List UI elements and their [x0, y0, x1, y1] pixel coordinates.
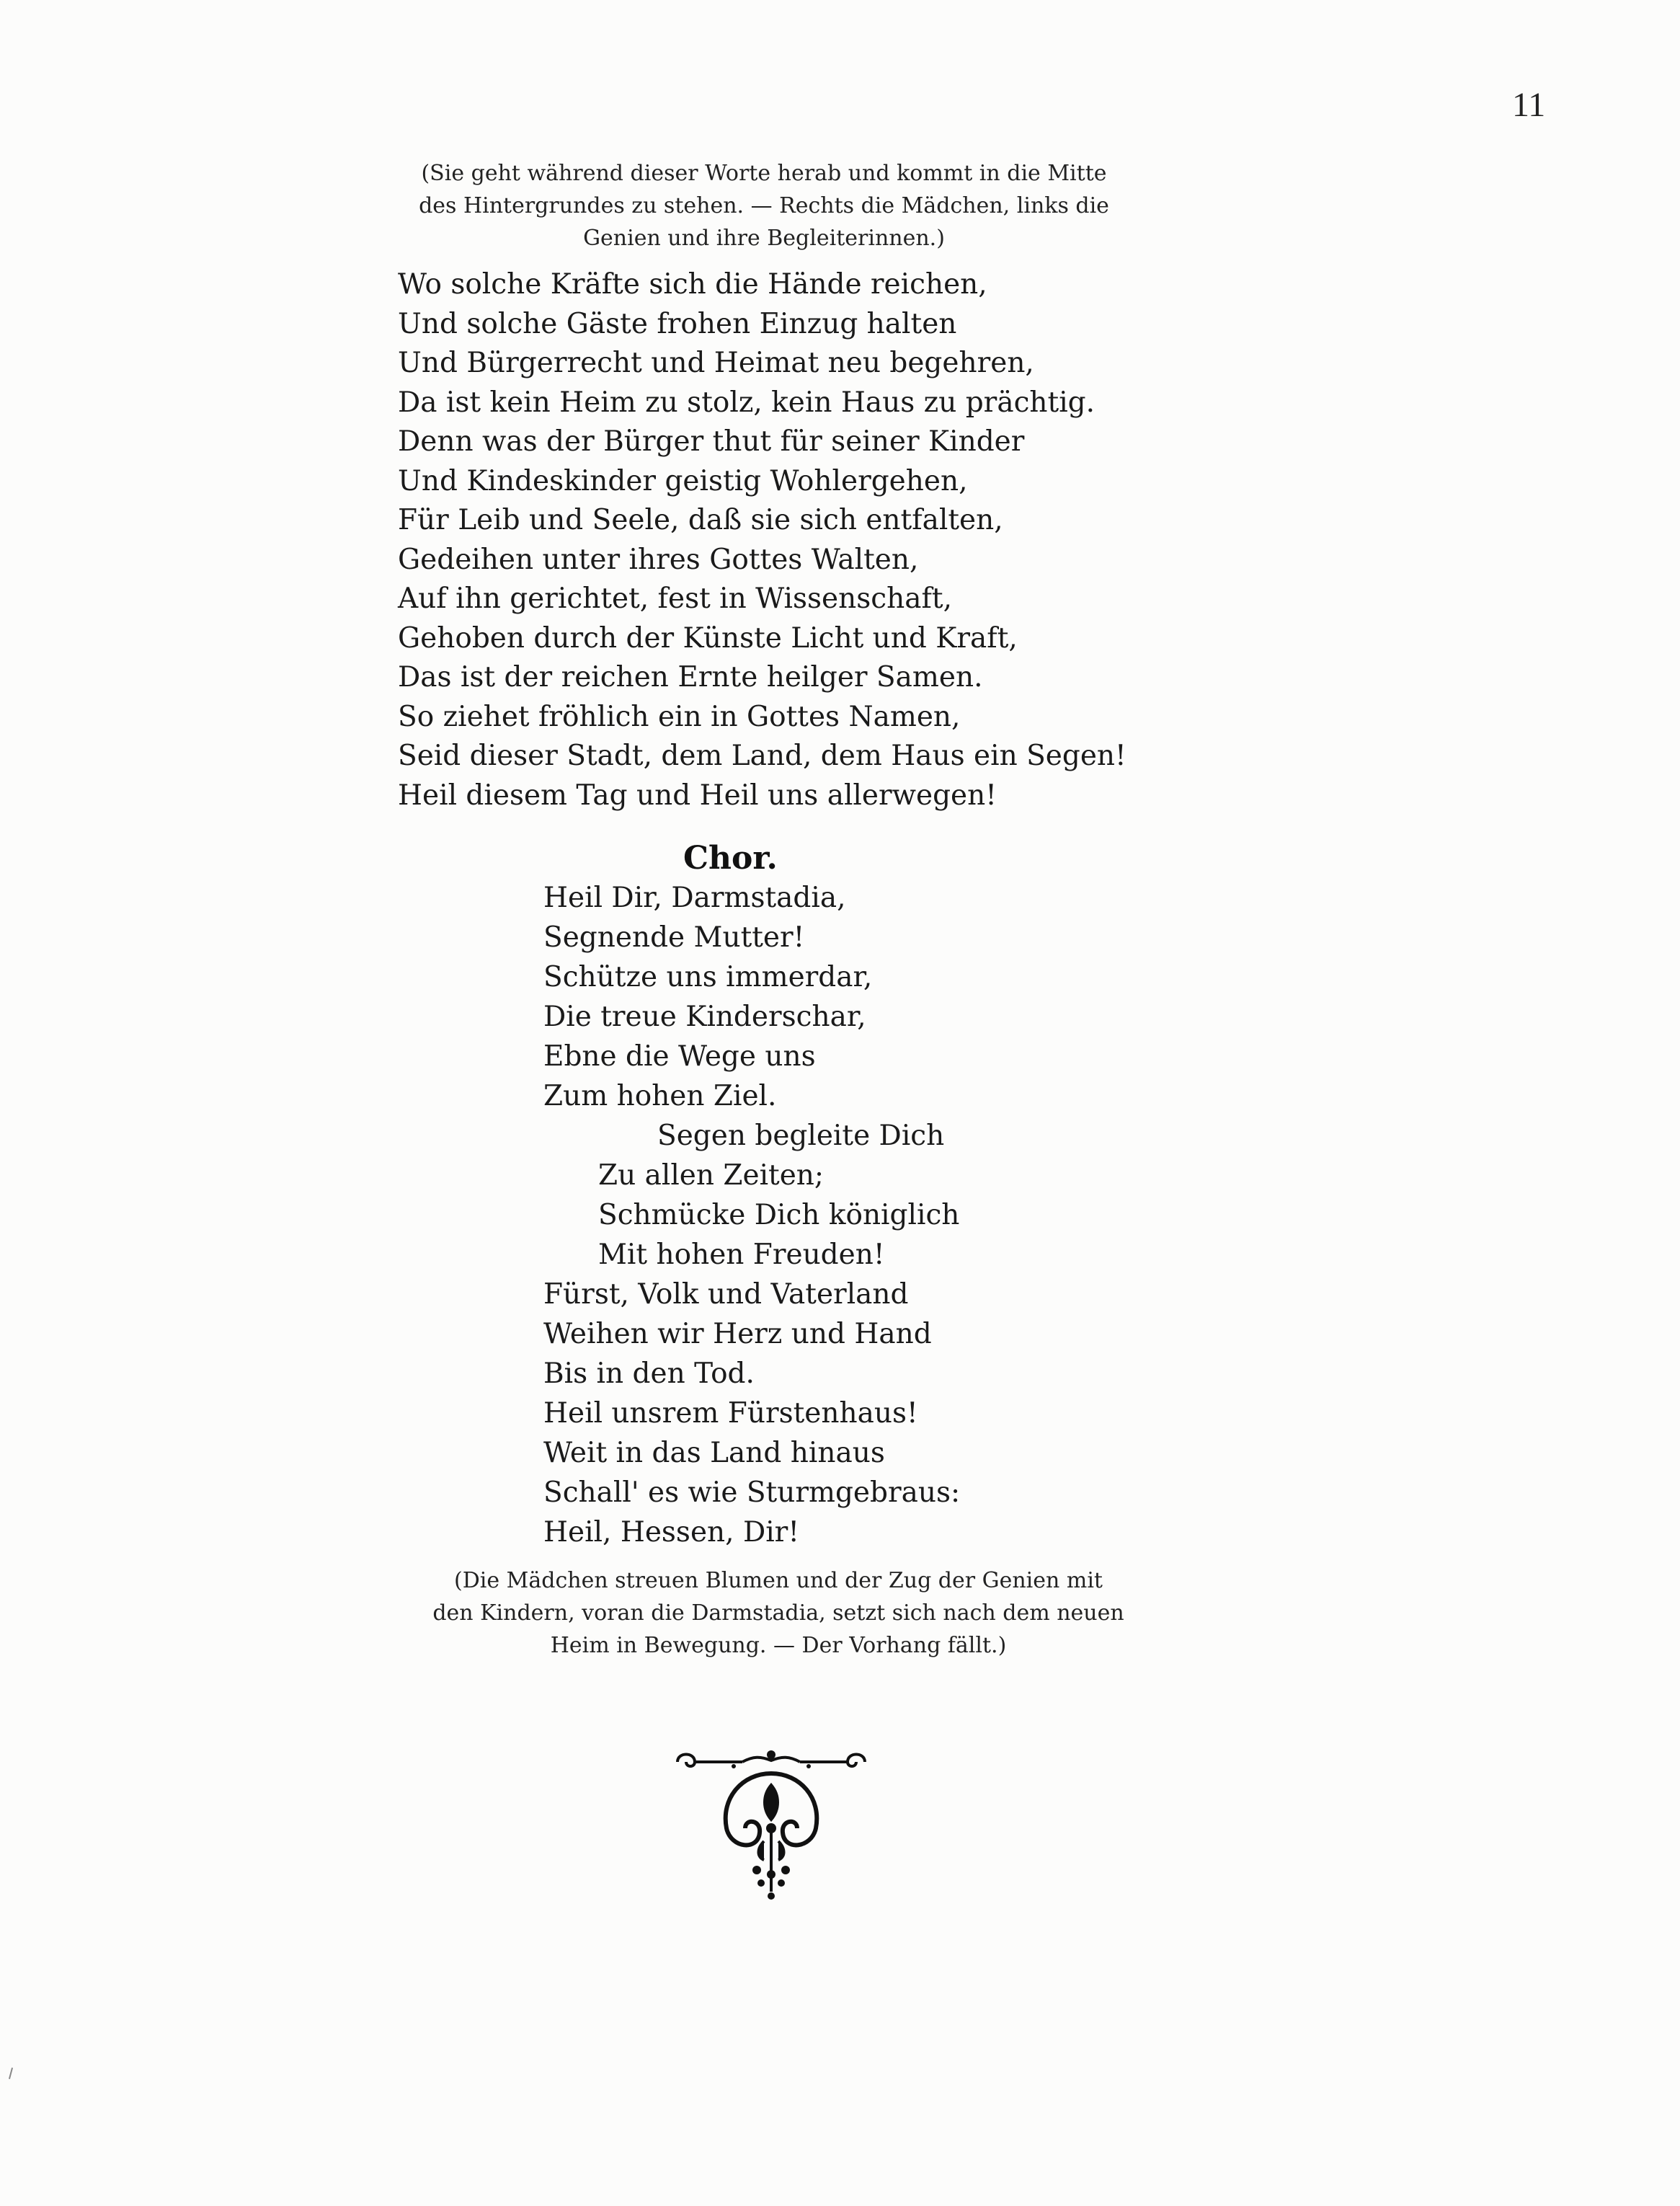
chorus-line: Ebne die Wege uns [543, 1040, 816, 1073]
scan-mark [9, 2068, 13, 2079]
verse-line: Da ist kein Heim zu stolz, kein Haus zu prächtig. [398, 386, 1095, 419]
verse-line: Das ist der reichen Ernte heilger Samen. [398, 661, 983, 694]
stage-direction-line: den Kindern, voran die Darmstadia, setzt sich nach dem neuen [432, 1600, 1124, 1626]
chorus-line: Segnende Mutter! [543, 921, 805, 954]
chor-heading: Chor. [683, 840, 778, 877]
chorus-line: Schall' es wie Sturmgebraus: [543, 1476, 961, 1509]
stage-direction-top [389, 157, 1139, 254]
chorus-line: Mit hohen Freuden! [598, 1239, 885, 1271]
chorus-line: Zu allen Zeiten; [598, 1159, 825, 1192]
verse-line: Seid dieser Stadt, dem Land, dem Haus ein Segen! [398, 740, 1126, 772]
verse-line: Heil diesem Tag und Heil uns allerwegen! [398, 779, 997, 812]
stage-direction-line: Heim in Bewegung. — Der Vorhang fällt.) [550, 1633, 1007, 1658]
verse-line: So ziehet fröhlich ein in Gottes Namen, [398, 700, 961, 733]
verse-line: Auf ihn gerichtet, fest in Wissenschaft, [398, 582, 952, 615]
verse-line: Und Kindeskinder geistig Wohlergehen, [398, 464, 968, 497]
chorus-line: Weihen wir Herz und Hand [543, 1318, 932, 1350]
chorus-line: Bis in den Tod. [543, 1357, 755, 1390]
stage-direction-line: (Sie geht während dieser Worte herab und kommt in die Mitte [421, 161, 1107, 186]
verse-line: Für Leib und Seele, daß sie sich entfalten, [398, 504, 1003, 536]
page-number: 11 [1512, 86, 1546, 124]
chorus-line: Die treue Kinderschar, [543, 1001, 866, 1033]
chorus-line: Heil, Hessen, Dir! [543, 1516, 799, 1549]
chorus-line: Schmücke Dich königlich [598, 1199, 960, 1231]
verse-stanza [398, 265, 1126, 815]
stage-direction-line: des Hintergrundes zu stehen. — Rechts die Mädchen, links die [419, 193, 1109, 218]
chorus-stanza-c [543, 1275, 960, 1552]
verse-line: Denn was der Bürger thut für seiner Kinder [398, 425, 1025, 458]
chorus-line: Segen begleite Dich [657, 1120, 945, 1152]
verse-line: Gedeihen unter ihres Gottes Walten, [398, 543, 919, 576]
chorus-line: Heil unsrem Fürstenhaus! [543, 1397, 918, 1430]
verse-line: Und solche Gäste frohen Einzug halten [398, 307, 957, 340]
fleuron-ornament-icon [670, 1747, 872, 1909]
chorus-stanza-a [543, 878, 872, 1116]
verse-line: Wo solche Kräfte sich die Hände reichen, [398, 268, 987, 301]
stage-direction-line: (Die Mädchen streuen Blumen und der Zug der Genien mit [454, 1568, 1103, 1593]
verse-line: Gehoben durch der Künste Licht und Kraft, [398, 621, 1018, 655]
chorus-line: Zum hohen Ziel. [543, 1080, 777, 1112]
chorus-line: Fürst, Volk und Vaterland [543, 1278, 909, 1311]
verse-line: Und Bürgerrecht und Heimat neu begehren, [398, 347, 1034, 379]
chorus-line: Weit in das Land hinaus [543, 1437, 885, 1469]
chorus-line: Schütze uns immerdar, [543, 961, 873, 993]
stage-direction-bottom [418, 1564, 1139, 1662]
chorus-stanza-b [598, 1116, 959, 1275]
chorus-line: Heil Dir, Darmstadia, [543, 882, 846, 914]
stage-direction-line: Genien und ihre Begleiterinnen.) [583, 226, 945, 251]
